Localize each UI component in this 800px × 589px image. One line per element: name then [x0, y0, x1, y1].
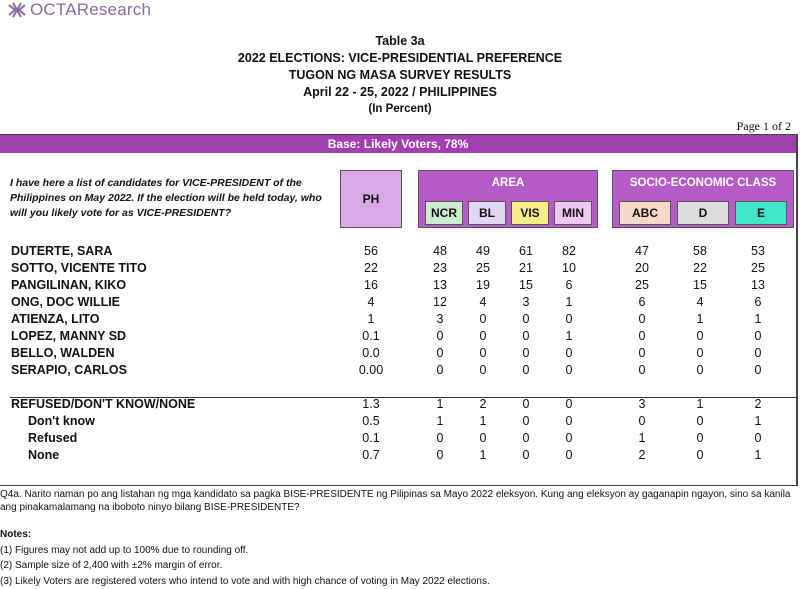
base-banner: Base: Likely Voters, 78%: [0, 135, 796, 153]
cell-value: 12: [420, 295, 460, 309]
cell-value: 0: [549, 431, 589, 445]
cell-value: 1: [738, 414, 778, 428]
ph-header: PH: [340, 170, 402, 228]
cell-value: 25: [622, 278, 662, 292]
cell-value: 53: [738, 244, 778, 258]
cell-value: 23: [420, 261, 460, 275]
cell-value: 1: [463, 414, 503, 428]
cell-value: 3: [420, 312, 460, 326]
cell-value: 0: [420, 448, 460, 462]
cell-value: 25: [738, 261, 778, 275]
table-row: [0, 431, 796, 448]
table-row: [0, 397, 796, 414]
table-row: [0, 346, 796, 363]
cell-value: 0: [463, 363, 503, 377]
note-1: (1) Figures may not add up to 100% due to rounding off.: [0, 543, 490, 559]
cell-value: 0: [680, 329, 720, 343]
cell-value: 15: [680, 278, 720, 292]
row-label: REFUSED/DON'T KNOW/NONE: [11, 397, 195, 411]
cell-value: 0: [622, 414, 662, 428]
table-row: [0, 295, 796, 312]
cell-value: 3: [506, 295, 546, 309]
cell-value: 0.00: [351, 363, 391, 377]
col-ncr: NCR: [425, 201, 463, 225]
cell-value: 49: [463, 244, 503, 258]
survey-dates: April 22 - 25, 2022 / PHILIPPINES: [0, 84, 800, 101]
cell-value: 19: [463, 278, 503, 292]
note-2: (2) Sample size of 2,400 with ±2% margin of error.: [0, 558, 490, 574]
cell-value: 6: [549, 278, 589, 292]
cell-value: 0: [463, 312, 503, 326]
col-min: MIN: [554, 201, 592, 225]
cell-value: 0: [463, 346, 503, 360]
cell-value: 0: [680, 346, 720, 360]
cell-value: 0.0: [351, 346, 391, 360]
row-label: SERAPIO, CARLOS: [11, 363, 127, 377]
cell-value: 0: [680, 363, 720, 377]
notes: [0, 527, 490, 589]
row-label: DUTERTE, SARA: [11, 244, 112, 258]
row-label: ATIENZA, LITO: [11, 312, 99, 326]
cell-value: 0: [506, 414, 546, 428]
cell-value: 1: [463, 448, 503, 462]
cell-value: 47: [622, 244, 662, 258]
row-label: None: [28, 448, 59, 462]
cell-value: 2: [622, 448, 662, 462]
col-e: E: [735, 201, 787, 225]
unit-label: (In Percent): [0, 101, 800, 118]
cell-value: 1: [738, 448, 778, 462]
cell-value: 25: [463, 261, 503, 275]
row-label: BELLO, WALDEN: [11, 346, 114, 360]
question-text: I have here a list of candidates for VICE-PRESIDENT of the Philippines on May 2022. If the election will be held today, who will you likely vote for as VICE-PRESIDENT?: [10, 176, 330, 221]
cell-value: 0: [738, 329, 778, 343]
cell-value: 21: [506, 261, 546, 275]
cell-value: 0: [738, 346, 778, 360]
col-abc: ABC: [619, 201, 671, 225]
table-label: Table 3a: [0, 33, 800, 50]
cell-value: 0: [549, 397, 589, 411]
col-d: D: [677, 201, 729, 225]
cell-value: 4: [463, 295, 503, 309]
cell-value: 2: [463, 397, 503, 411]
cell-value: 0: [463, 329, 503, 343]
cell-value: 0: [420, 329, 460, 343]
row-label: Don't know: [28, 414, 95, 428]
cell-value: 48: [420, 244, 460, 258]
logo-icon: [6, 1, 28, 19]
cell-value: 0: [622, 363, 662, 377]
row-label: LOPEZ, MANNY SD: [11, 329, 126, 343]
row-label: PANGILINAN, KIKO: [11, 278, 126, 292]
table-row: [0, 312, 796, 329]
cell-value: 0: [420, 363, 460, 377]
cell-value: 0: [506, 329, 546, 343]
cell-value: 1: [420, 397, 460, 411]
cell-value: 13: [738, 278, 778, 292]
row-label: ONG, DOC WILLIE: [11, 295, 120, 309]
cell-value: 0: [506, 312, 546, 326]
cell-value: 0: [420, 346, 460, 360]
cell-value: 0: [680, 414, 720, 428]
cell-value: 22: [351, 261, 391, 275]
col-vis: VIS: [511, 201, 549, 225]
cell-value: 1: [680, 312, 720, 326]
cell-value: 0: [680, 448, 720, 462]
sec-header: [612, 170, 794, 228]
cell-value: 10: [549, 261, 589, 275]
cell-value: 13: [420, 278, 460, 292]
cell-value: 22: [680, 261, 720, 275]
cell-value: 61: [506, 244, 546, 258]
col-bl: BL: [468, 201, 506, 225]
q4a-text: Q4a. Narito naman po ang listahan ng mga kandidato sa pagka BISE-PRESIDENTE ng Pilipinas sa Mayo 2022 eleksyon. Kung ang eleksyon ay gaganapin ngayon, sino sa kanila ang pinakamalamang na iboboto ninyo bilang BISE-PRESIDENTE?: [0, 488, 800, 514]
table-row: [0, 278, 796, 295]
cell-value: 0: [506, 397, 546, 411]
cell-value: 0: [622, 346, 662, 360]
octa-logo: [6, 0, 151, 20]
table-row: [0, 448, 796, 465]
cell-value: 0: [738, 363, 778, 377]
cell-value: 0: [622, 312, 662, 326]
cell-value: 1: [622, 431, 662, 445]
cell-value: 56: [351, 244, 391, 258]
logo-text: OCTAResearch: [30, 0, 151, 20]
page-number: Page 1 of 2: [737, 119, 791, 134]
note-3: (3) Likely Voters are registered voters who intend to vote and with high chance of voting in May 2022 elections.: [0, 574, 490, 589]
cell-value: 4: [351, 295, 391, 309]
table-subtitle: TUGON NG MASA SURVEY RESULTS: [0, 67, 800, 84]
row-label: SOTTO, VICENTE TITO: [11, 261, 147, 275]
cell-value: 1: [680, 397, 720, 411]
cell-value: 0: [680, 431, 720, 445]
cell-value: 6: [738, 295, 778, 309]
table-row: [0, 329, 796, 346]
cell-value: 0.1: [351, 329, 391, 343]
title-block: [0, 33, 800, 118]
cell-value: 0.1: [351, 431, 391, 445]
cell-value: 58: [680, 244, 720, 258]
cell-value: 0: [549, 312, 589, 326]
notes-title: Notes:: [0, 527, 490, 543]
cell-value: 0: [549, 448, 589, 462]
cell-value: 3: [622, 397, 662, 411]
cell-value: 0.5: [351, 414, 391, 428]
sec-group-label: SOCIO-ECONOMIC CLASS: [613, 177, 793, 189]
cell-value: 1: [549, 329, 589, 343]
table-row: [0, 414, 796, 431]
cell-value: 0: [506, 431, 546, 445]
row-label: Refused: [28, 431, 77, 445]
cell-value: 2: [738, 397, 778, 411]
table-title: 2022 ELECTIONS: VICE-PRESIDENTIAL PREFERENCE: [0, 50, 800, 67]
cell-value: 0: [738, 431, 778, 445]
cell-value: 1: [420, 414, 460, 428]
cell-value: 0.7: [351, 448, 391, 462]
cell-value: 0: [549, 363, 589, 377]
cell-value: 0: [506, 448, 546, 462]
area-group-label: AREA: [419, 177, 597, 189]
cell-value: 1.3: [351, 397, 391, 411]
cell-value: 0: [463, 431, 503, 445]
area-header: [418, 170, 598, 228]
cell-value: 0: [506, 363, 546, 377]
cell-value: 16: [351, 278, 391, 292]
cell-value: 1: [351, 312, 391, 326]
table-row: [0, 363, 796, 380]
cell-value: 1: [738, 312, 778, 326]
cell-value: 6: [622, 295, 662, 309]
cell-value: 0: [549, 346, 589, 360]
cell-value: 4: [680, 295, 720, 309]
cell-value: 0: [549, 414, 589, 428]
table-row: [0, 261, 796, 278]
cell-value: 0: [622, 329, 662, 343]
cell-value: 15: [506, 278, 546, 292]
cell-value: 20: [622, 261, 662, 275]
cell-value: 0: [506, 346, 546, 360]
table-row: [0, 244, 796, 261]
cell-value: 1: [549, 295, 589, 309]
cell-value: 82: [549, 244, 589, 258]
section-divider: [10, 397, 796, 398]
cell-value: 0: [420, 431, 460, 445]
